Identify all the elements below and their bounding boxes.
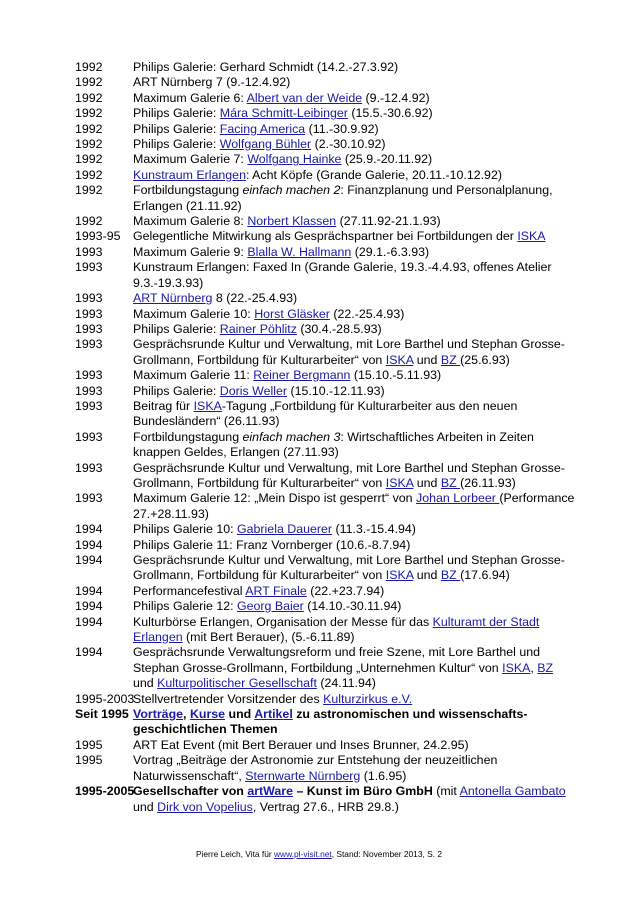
entry-text-part: (25.9.-20.11.92) <box>341 152 433 167</box>
entry-text-part: (30.4.-28.5.93) <box>296 321 382 336</box>
entry-text-part: und <box>413 352 441 367</box>
entry-link[interactable]: ISKA <box>385 568 414 583</box>
entry-text-part: Philips Galerie: <box>133 106 220 121</box>
entry-italic-text: einfach machen 3 <box>242 429 341 444</box>
entry-text <box>133 75 575 90</box>
entry-text-part: (22.+23.7.94) <box>306 583 385 598</box>
entry-year: 1992 <box>75 167 103 182</box>
entry-text-part: (15.10.-5.11.93) <box>350 368 442 383</box>
vita-entry <box>75 322 575 337</box>
entry-text-part: Philips Galerie: <box>133 137 220 152</box>
entry-text-part: (11.-30.9.92) <box>305 121 379 136</box>
entry-text <box>133 168 575 183</box>
entry-link[interactable]: ISKA <box>385 475 414 490</box>
entry-text-part: (15.10.-12.11.93) <box>287 383 385 398</box>
entry-year: 1995 <box>75 753 103 768</box>
vita-entry <box>75 91 575 106</box>
entry-link[interactable]: Horst Gläsker <box>254 306 330 321</box>
entry-text-part: (9.-12.4.92) <box>362 90 430 105</box>
entry-text-part: Maximum Galerie 8: <box>133 214 248 229</box>
entry-text <box>133 368 575 383</box>
entry-link[interactable]: BZ <box>440 352 461 367</box>
entry-link[interactable]: ART Finale <box>245 583 307 598</box>
entry-year: 1992 <box>75 106 103 121</box>
entry-link[interactable]: Wolfgang Bühler <box>219 137 312 152</box>
entry-text-part: , <box>183 707 190 722</box>
entry-text <box>133 707 575 738</box>
entry-year: 1993 <box>75 337 103 352</box>
entry-year: 1993 <box>75 306 103 321</box>
entry-link[interactable]: Wolfgang Hainke <box>247 152 342 167</box>
entry-text <box>133 384 575 399</box>
entry-text-part: Philips Galerie 11: Franz Vornberger (10.6.-8.7.94) <box>133 537 411 552</box>
entry-text <box>133 553 575 584</box>
vita-entry <box>75 707 575 738</box>
entry-text <box>133 399 575 430</box>
entry-link[interactable]: Kulturpolitischer Gesellschaft <box>157 676 317 691</box>
entry-text <box>133 692 575 707</box>
vita-entry <box>75 291 575 306</box>
entry-link[interactable]: Blalla W. Hallmann <box>247 244 352 259</box>
entry-year: 1992 <box>75 60 103 74</box>
entry-text-part: Maximum Galerie 9: <box>133 244 248 259</box>
entry-text-part: (22.-25.4.93) <box>329 306 405 321</box>
entry-text-part: , Vertrag 27.6., HRB 29.8.) <box>252 799 399 814</box>
entry-text-part: – Kunst im Büro GmbH <box>293 784 433 799</box>
entry-text-part: zu astronomischen und wissenschafts-geschichtlichen Themen <box>133 707 528 737</box>
entry-text-part: (17.6.94) <box>460 568 510 583</box>
entry-link[interactable]: Johan Lorbeer <box>416 491 500 506</box>
vita-entry <box>75 584 575 599</box>
entry-link[interactable]: Kunstraum Erlangen <box>133 167 246 182</box>
entry-link[interactable]: artWare <box>247 784 294 799</box>
vita-entry <box>75 461 575 492</box>
entry-text-part: Fortbildungstagung <box>133 183 243 198</box>
entry-year: 1994 <box>75 522 103 537</box>
entry-text-part: Stellvertretender Vorsitzender des <box>133 691 324 706</box>
entry-year: 1993 <box>75 398 103 413</box>
entry-text-part: Maximum Galerie 11: <box>133 368 254 383</box>
vita-entry <box>75 522 575 537</box>
entry-year: 1993 <box>75 491 103 506</box>
entry-link[interactable]: Doris Weller <box>219 383 288 398</box>
entry-link[interactable]: Kulturamt der Stadt Erlangen <box>133 614 540 645</box>
entry-text <box>133 245 575 260</box>
entry-link[interactable]: ISKA <box>502 660 531 675</box>
entry-year: 1993 <box>75 260 103 275</box>
footer-prefix: Pierre Leich, Vita für <box>195 849 274 859</box>
entry-text-part: Performancefestival <box>133 583 246 598</box>
entry-text-part: (15.5.-30.6.92) <box>347 106 433 121</box>
entry-text-part: Gesprächsrunde Kultur und Verwaltung, mit Lore Barthel und Stephan Grosse-Grollmann, Fortbildung für Kulturarbeiter“ von <box>133 337 565 367</box>
entry-text-part: (24.11.94) <box>316 676 376 691</box>
vita-entry <box>75 553 575 584</box>
entry-link[interactable]: Gabriela Dauerer <box>237 522 333 537</box>
entry-text <box>133 615 575 646</box>
entry-text-part: Philips Galerie: Gerhard Schmidt (14.2.-27.3.92) <box>133 60 399 74</box>
entry-year: 1992 <box>75 121 103 136</box>
entry-text <box>133 491 575 522</box>
entry-text <box>133 753 575 784</box>
entry-link[interactable]: BZ <box>537 660 554 675</box>
entry-text-part: (2.-30.10.92) <box>311 137 386 152</box>
vita-entry <box>75 430 575 461</box>
vita-entry <box>75 645 575 691</box>
entry-text-part: (26.11.93) <box>460 475 516 490</box>
entry-link[interactable]: Dirk von Vopelius <box>157 799 253 814</box>
entry-text <box>133 784 575 815</box>
entry-text-part: und <box>225 707 255 722</box>
entry-link[interactable]: Vorträge <box>133 707 184 722</box>
entry-text-part: Gelegentliche Mitwirkung als Gesprächspartner bei Fortbildungen der <box>133 229 518 244</box>
entry-link[interactable]: Antonella Gambato <box>459 784 566 799</box>
entry-text <box>133 522 575 537</box>
entry-year: 1993 <box>75 460 103 475</box>
entry-year: 1992 <box>75 75 103 90</box>
entry-text-part: : Finanzplanung und Personalplanung, Erlangen (21.11.92) <box>133 183 553 213</box>
entry-link[interactable]: Sternwarte Nürnberg <box>245 768 361 783</box>
entry-text-part: und <box>413 568 441 583</box>
entry-text-part: Maximum Galerie 10: <box>133 306 255 321</box>
entry-text-part: (14.10.-30.11.94) <box>303 599 402 614</box>
entry-text <box>133 645 575 691</box>
entry-link[interactable]: ISKA <box>517 229 546 244</box>
vita-entry <box>75 399 575 430</box>
vita-entry <box>75 137 575 152</box>
entry-text <box>133 183 575 214</box>
entry-link[interactable]: ART Nürnberg <box>133 291 213 306</box>
vita-entry <box>75 307 575 322</box>
vita-entry <box>75 753 575 784</box>
entry-text <box>133 461 575 492</box>
entry-year: 1994 <box>75 614 103 629</box>
entry-year: 1993 <box>75 368 103 383</box>
vita-entry <box>75 183 575 214</box>
entry-year: 1995 <box>75 737 103 752</box>
entry-text-part: Maximum Galerie 6: <box>133 90 247 105</box>
entry-year: 1993 <box>75 244 103 259</box>
entry-year: 1992 <box>75 90 103 105</box>
vita-entry <box>75 122 575 137</box>
entry-text-part: Philips Galerie 12: <box>133 599 237 614</box>
vita-entry <box>75 75 575 90</box>
entry-text <box>133 291 575 306</box>
vita-entry <box>75 784 575 815</box>
entry-text <box>133 307 575 322</box>
entry-link[interactable]: BZ <box>440 568 461 583</box>
footer-website-link[interactable]: www.pl-visit.net <box>274 849 332 859</box>
vita-entry <box>75 229 575 244</box>
entry-text-part: (1.6.95) <box>360 768 407 783</box>
entry-text-part: Gesprächsrunde Kultur und Verwaltung, mit Lore Barthel und Stephan Grosse-Grollmann, Fortbildung für Kulturarbeiter“ von <box>133 460 565 490</box>
entry-text-part: ART Eat Event (mit Bert Berauer und Inses Brunner, 24.2.95) <box>133 737 469 752</box>
entry-text <box>133 430 575 461</box>
entry-year: 1993 <box>75 321 103 336</box>
footer-suffix: , Stand: November 2013, S. 2 <box>331 849 443 859</box>
entry-text-part: (29.1.-6.3.93) <box>351 244 430 259</box>
vita-entry <box>75 738 575 753</box>
entry-text-part: und <box>133 799 158 814</box>
entry-text-part: Gesprächsrunde Kultur und Verwaltung, mit Lore Barthel und Stephan Grosse-Grollmann, Fortbildung für Kulturarbeiter“ von <box>133 553 565 583</box>
entry-year: 1995-2005 <box>75 784 135 799</box>
entry-text <box>133 214 575 229</box>
entry-text-part: (Performance 27.+28.11.93) <box>133 491 575 521</box>
entry-text <box>133 152 575 167</box>
vita-entry <box>75 106 575 121</box>
entry-link[interactable]: Mára Schmitt-Leibinger <box>219 106 348 121</box>
entry-link[interactable]: BZ <box>440 475 461 490</box>
entry-text <box>133 60 575 75</box>
entry-text-part: (11.3.-15.4.94) <box>332 522 416 537</box>
entry-text <box>133 106 575 121</box>
entry-link[interactable]: Kurse <box>189 707 226 722</box>
vita-entry <box>75 60 575 75</box>
entry-text-part: Fortbildungstagung <box>133 429 243 444</box>
entry-text-part: Maximum Galerie 12: „Mein Dispo ist gesperrt“ von <box>133 491 417 506</box>
vita-entry <box>75 245 575 260</box>
entry-text <box>133 122 575 137</box>
entry-text <box>133 322 575 337</box>
vita-entry <box>75 168 575 183</box>
entry-text-part: Philips Galerie: <box>133 383 220 398</box>
entry-link[interactable]: ISKA <box>193 398 222 413</box>
entry-year: 1993 <box>75 291 103 306</box>
entry-link[interactable]: Rainer Pöhlitz <box>219 321 297 336</box>
vita-entry <box>75 538 575 553</box>
vita-entry <box>75 337 575 368</box>
entry-text <box>133 229 575 244</box>
entry-text-part: (27.11.92-21.1.93) <box>336 214 441 229</box>
entry-year: 1992 <box>75 137 103 152</box>
entry-year: 1994 <box>75 537 103 552</box>
entry-link[interactable]: ISKA <box>385 352 414 367</box>
entry-text-part: Gesprächsrunde Verwaltungsreform und freie Szene, mit Lore Barthel und Stephan Grosse-Grollmann, Fortbildung „Unternehmen Kultur“ von <box>133 645 541 675</box>
entry-year: 1994 <box>75 599 103 614</box>
vita-document <box>75 60 575 815</box>
vita-entry <box>75 384 575 399</box>
entry-text-part: Vortrag „Beiträge der Astronomie zur Entstehung der neuzeitlichen Naturwissenschaft“, <box>133 753 498 783</box>
entry-link[interactable]: Reiner Bergmann <box>253 368 351 383</box>
entry-year: Seit 1995 <box>75 707 129 722</box>
entry-year: 1993 <box>75 383 103 398</box>
entry-link[interactable]: Norbert Klassen <box>247 214 337 229</box>
entry-link[interactable]: Artikel <box>254 707 293 722</box>
entry-text <box>133 538 575 553</box>
entry-text-part: Gesellschafter von <box>133 784 248 799</box>
entry-year: 1994 <box>75 553 103 567</box>
entry-text-part: (25.6.93) <box>460 352 510 367</box>
entry-link[interactable]: Kulturzirkus e.V. <box>323 691 413 706</box>
entry-text-part: , <box>530 660 538 675</box>
entry-year: 1992 <box>75 214 103 229</box>
entry-link[interactable]: Facing America <box>219 121 306 136</box>
entry-text <box>133 137 575 152</box>
entry-text-part: 8 (22.-25.4.93) <box>212 291 298 306</box>
vita-entry <box>75 491 575 522</box>
entry-text-part: Philips Galerie: <box>133 121 220 136</box>
entry-text <box>133 91 575 106</box>
entry-text-part: Philips Galerie: <box>133 321 220 336</box>
entry-text <box>133 599 575 614</box>
entry-year: 1994 <box>75 645 103 660</box>
vita-entry <box>75 599 575 614</box>
entry-text-part: (mit Bert Berauer), (5.-6.11.89) <box>182 630 355 645</box>
entry-year: 1992 <box>75 183 103 198</box>
entry-link[interactable]: Georg Baier <box>237 599 304 614</box>
entry-year: 1994 <box>75 583 103 598</box>
entry-text-part: (mit <box>432 784 460 799</box>
entry-text-part: und <box>413 475 441 490</box>
page-footer <box>0 849 638 859</box>
vita-entry <box>75 260 575 291</box>
entry-text-part: ART Nürnberg 7 (9.-12.4.92) <box>133 75 291 90</box>
entry-text <box>133 260 575 291</box>
vita-entry <box>75 615 575 646</box>
entry-text-part: und <box>133 676 158 691</box>
vita-entry <box>75 214 575 229</box>
entry-text <box>133 584 575 599</box>
entry-text-part: : Wirtschaftliches Arbeiten in Zeiten knappen Geldes, Erlangen (27.11.93) <box>133 429 534 460</box>
entry-text-part: -Tagung „Fortbildung für Kulturarbeiter aus den neuen Bundesländern“ (26.11.93) <box>133 398 518 429</box>
entry-year: 1992 <box>75 152 103 167</box>
vita-entry <box>75 152 575 167</box>
entry-text-part: Kunstraum Erlangen: Faxed In (Grande Galerie, 19.3.-4.4.93, offenes Atelier 9.3.-19.3.93) <box>133 260 552 290</box>
entry-text-part: Beitrag für <box>133 398 194 413</box>
entry-text-part: : Acht Köpfe (Grande Galerie, 20.11.-10.12.92) <box>245 167 502 182</box>
vita-entry <box>75 692 575 707</box>
entry-link[interactable]: Albert van der Weide <box>246 90 363 105</box>
vita-entry <box>75 368 575 383</box>
entry-text-part: Philips Galerie 10: <box>133 522 237 537</box>
entry-text-part: Kulturbörse Erlangen, Organisation der Messe für das <box>133 614 433 629</box>
entry-text-part: Maximum Galerie 7: <box>133 152 248 167</box>
entry-text <box>133 337 575 368</box>
entry-text <box>133 738 575 753</box>
entry-year: 1993-95 <box>75 229 121 244</box>
entry-year: 1995-2003 <box>75 691 135 706</box>
entry-year: 1993 <box>75 429 103 444</box>
entry-italic-text: einfach machen 2 <box>242 183 341 198</box>
